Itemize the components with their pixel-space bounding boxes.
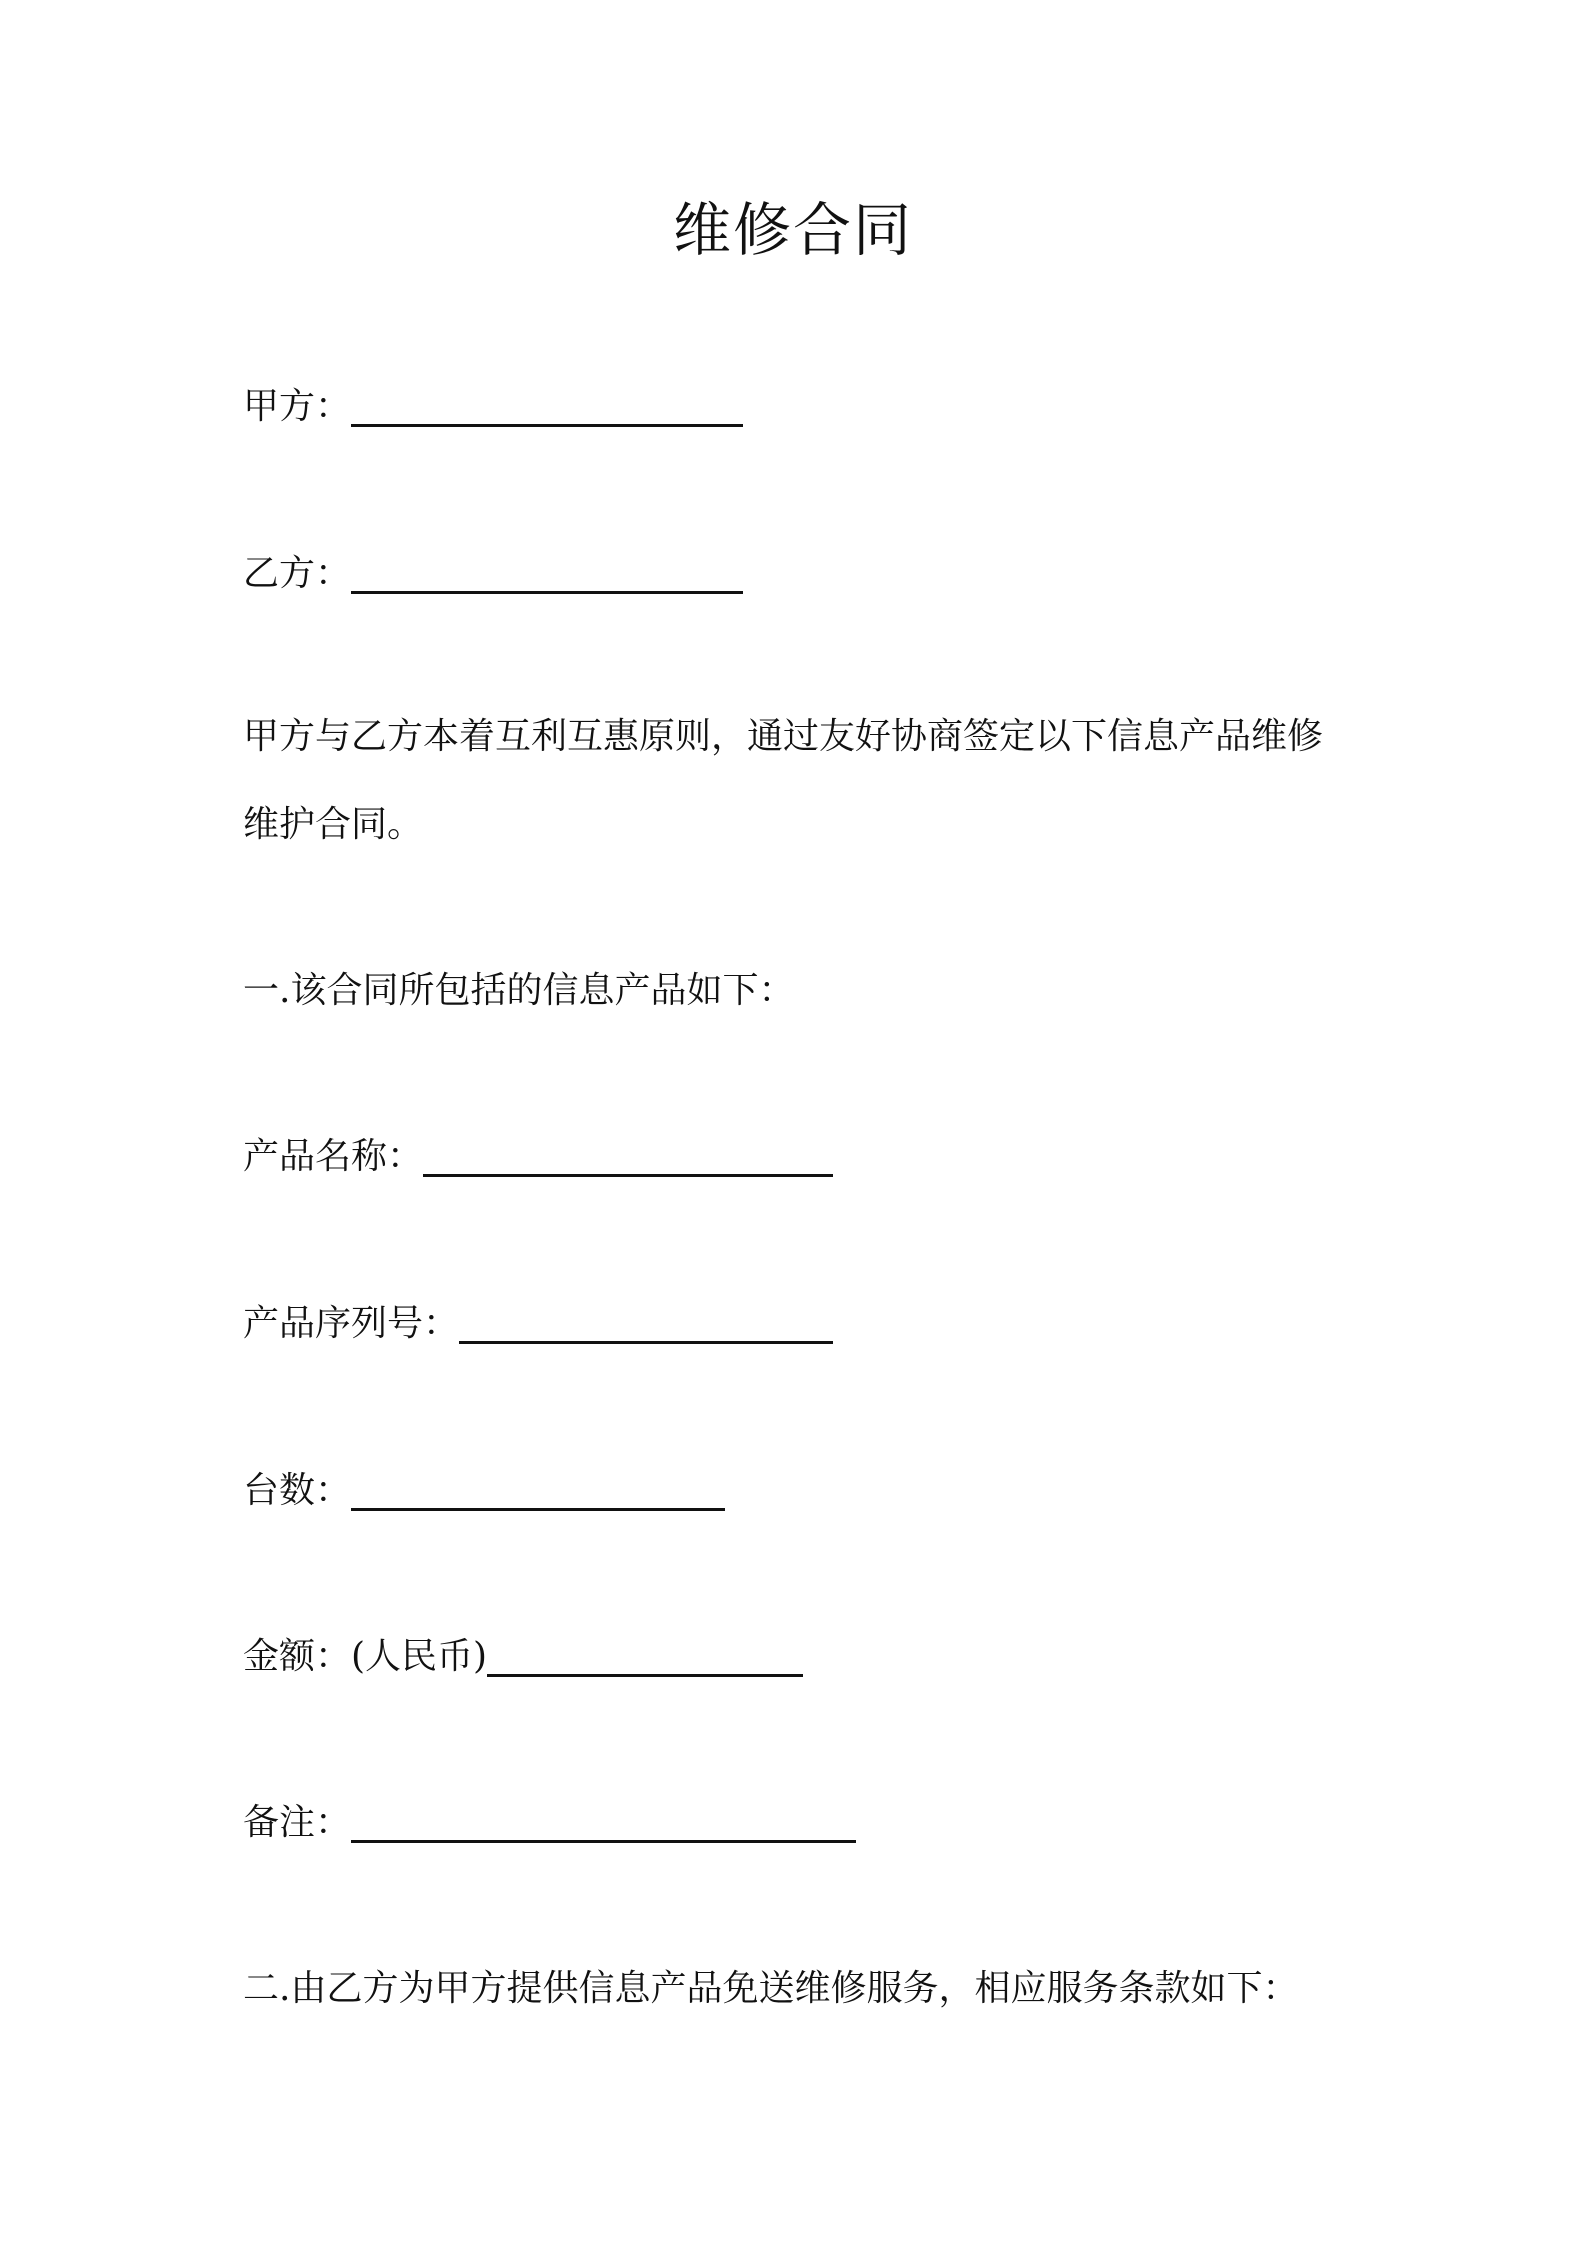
document-title: 维修合同	[672, 196, 913, 264]
quantity-label: 台数：	[243, 1470, 352, 1511]
serial-number-label: 产品序列号：	[243, 1303, 460, 1344]
party-b-label: 乙方：	[243, 553, 352, 594]
remarks-blank[interactable]	[351, 1804, 856, 1843]
quantity-row	[243, 1467, 725, 1515]
quantity-blank[interactable]	[351, 1472, 725, 1511]
party-a-label: 甲方：	[243, 386, 352, 427]
party-b-blank[interactable]	[351, 555, 743, 594]
product-name-row	[243, 1133, 833, 1181]
serial-number-blank[interactable]	[459, 1305, 833, 1344]
intro-line-2: 维护合同。	[243, 804, 424, 845]
section-1-heading: 一.该合同所包括的信息产品如下：	[243, 970, 795, 1011]
section-2-heading: 二.由乙方为甲方提供信息产品免送维修服务，相应服务条款如下：	[243, 1968, 1299, 2009]
remarks-row	[243, 1799, 856, 1847]
remarks-label: 备注：	[243, 1802, 352, 1843]
party-a-blank[interactable]	[351, 388, 743, 427]
product-name-label: 产品名称：	[243, 1136, 424, 1177]
product-name-blank[interactable]	[423, 1138, 833, 1177]
amount-row	[243, 1633, 803, 1681]
serial-number-row	[243, 1300, 833, 1348]
amount-blank[interactable]	[487, 1638, 803, 1677]
amount-label: 金额：(人民币)	[243, 1636, 488, 1677]
intro-line-1: 甲方与乙方本着互利互惠原则，通过友好协商签定以下信息产品维修	[243, 716, 1324, 757]
party-b-row	[243, 550, 743, 598]
party-a-row	[243, 383, 743, 431]
